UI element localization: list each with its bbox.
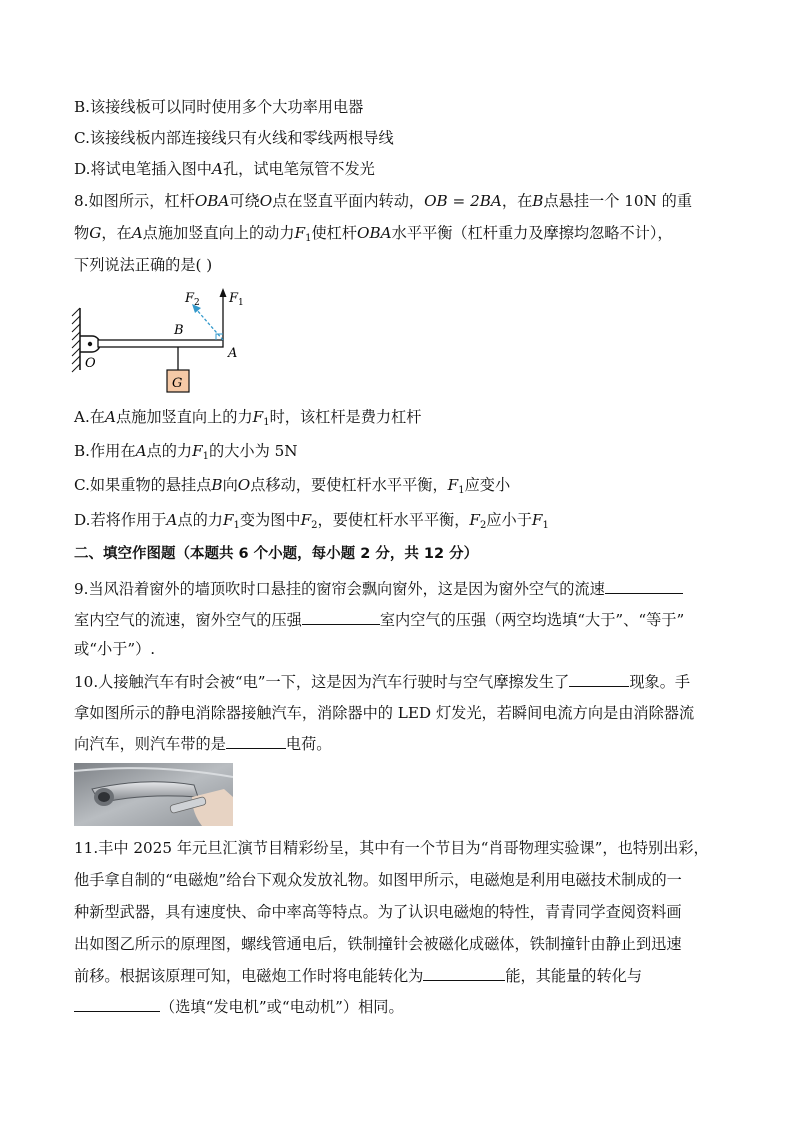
q9-blank-2[interactable]	[302, 609, 380, 625]
q8-stem-line1: 8.如图所示，杠杆OBA可绕O点在竖直平面内转动，OB = 2BA，在B点悬挂一个 10N 的重	[74, 192, 693, 210]
lever-bar	[98, 340, 223, 347]
q11-line1: 11.丰中 2025 年元旦汇演节目精彩纷呈，其中有一个节目为“肖哥物理实验课”，也特别出彩，	[74, 839, 709, 857]
label-b: B	[174, 323, 184, 338]
q8-option-b: B.作用在A点的力$F_1$的大小为 5N	[74, 442, 298, 462]
label-f1: $F_1$	[229, 291, 244, 308]
q8-stem-line2: 物G，在A点施加竖直向上的动力$F_1$使杠杆OBA水平平衡（杠杆重力及摩擦均忽略不计），	[74, 224, 673, 244]
q7-option-d: D.将试电笔插入图中A孔，试电笔氖管不发光	[74, 160, 375, 178]
q9-line3: 或“小于”）.	[74, 640, 156, 658]
q9-blank-1[interactable]	[605, 578, 683, 594]
q11-line4: 出如图乙所示的原理图，螺线管通电后，铁制撞针会被磁化成磁体，铁制撞针由静止到迅速	[74, 935, 682, 953]
q9-line1: 9.当风沿着窗外的墙顶吹时口悬挂的窗帘会飘向窗外，这是因为窗外空气的流速	[74, 578, 683, 599]
wall-hatch	[72, 308, 80, 372]
label-o: O	[85, 356, 96, 371]
q9-line2: 室内空气的流速，窗外空气的压强 室内空气的压强（两空均选填“大于”、“等于”	[74, 611, 685, 629]
static-discharger-photo	[74, 763, 233, 826]
q8-stem-line3: 下列说法正确的是( )	[74, 256, 213, 274]
q11-blank-2[interactable]	[74, 996, 160, 1012]
q7-option-c: C.该接线板内部连接线只有火线和零线两根导线	[74, 129, 394, 147]
q7-option-b: B.该接线板可以同时使用多个大功率用电器	[74, 98, 364, 116]
q10-line2: 拿如图所示的静电消除器接触汽车，消除器中的 LED 灯发光，若瞬间电流方向是由消除器流	[74, 704, 695, 722]
q11-line6: （选填“发电机”或“电动机”）相同。	[74, 996, 404, 1017]
q8-option-a: A.在A点施加竖直向上的力$F_1$时，该杠杆是费力杠杆	[74, 408, 422, 428]
label-f2: $F_2$	[185, 291, 200, 308]
q10-line1: 10.人接触汽车有时会被“电”一下，这是因为汽车行驶时与空气摩擦发生了 现象。手	[74, 673, 691, 691]
pivot-point	[88, 342, 92, 346]
q8-option-d: D.若将作用于A点的力$F_1$变为图中$F_2$，要使杠杆水平平衡，$F_2$应小于$F_1$	[74, 511, 549, 531]
q11-line5: 前移。根据该原理可知，电磁炮工作时将电能转化为 能，其能量的转化与	[74, 967, 642, 985]
q11-line3: 种新型武器，具有速度快、命中率高等特点。为了认识电磁炮的特性，青青同学查阅资料画	[74, 903, 682, 921]
q11-line2: 他手拿自制的“电磁炮”给台下观众发放礼物。如图甲所示，电磁炮是利用电磁技术制成的一	[74, 871, 682, 889]
f2-arrow	[196, 309, 223, 340]
label-g: G	[172, 376, 183, 391]
q10-blank-2[interactable]	[226, 733, 286, 749]
label-a: A	[228, 346, 238, 361]
section-heading: 二、填空作图题（本题共 6 个小题，每小题 2 分，共 12 分）	[74, 546, 479, 562]
q8-option-c: C.如果重物的悬挂点B向O点移动，要使杠杆水平平衡，$F_1$应变小	[74, 476, 511, 496]
q11-blank-1[interactable]	[423, 965, 505, 981]
q10-line3: 向汽车，则汽车带的是 电荷。	[74, 735, 332, 753]
q10-blank-1[interactable]	[569, 671, 629, 687]
lever-diagram	[68, 284, 258, 396]
